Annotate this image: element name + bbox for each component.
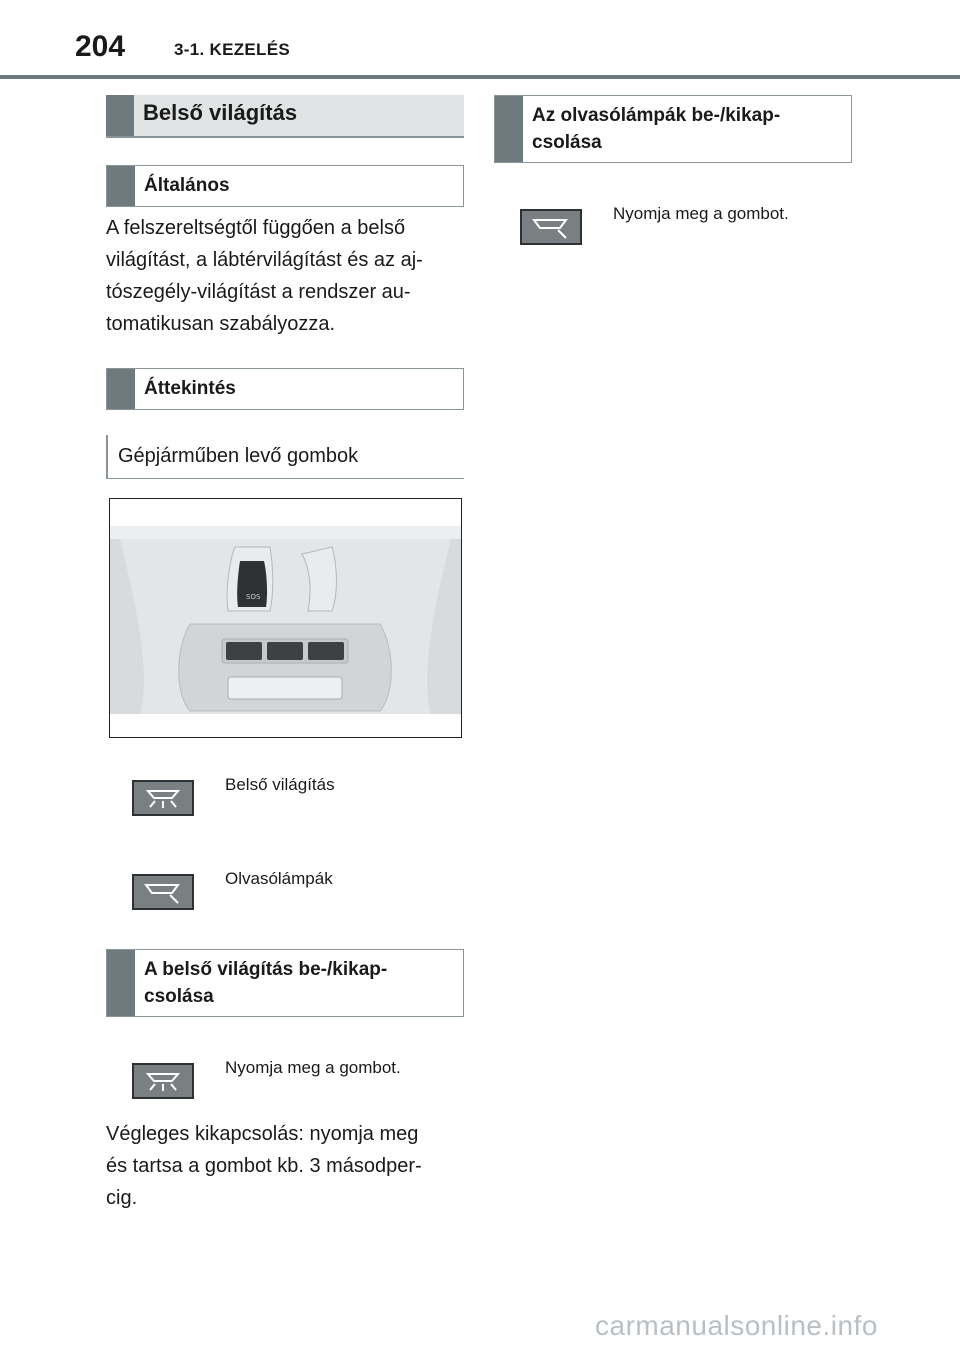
overview-heading: Áttekintés (144, 378, 236, 399)
text-line: és tartsa a gombot kb. 3 másodper- (106, 1155, 422, 1177)
reading-instruction: Nyomja meg a gombot. (613, 204, 789, 223)
heading-bar (106, 95, 134, 136)
main-heading: Belső világítás (143, 100, 298, 125)
reading-heading-box (494, 95, 852, 163)
overview-heading-box (106, 368, 464, 410)
sos-button-label: SOS (246, 593, 261, 601)
heading-bar (107, 950, 135, 1016)
heading-bar (107, 369, 135, 409)
watermark: carmanualsonline.info (595, 1310, 878, 1341)
page-number: 204 (75, 30, 126, 63)
reading-light-label: Olvasólámpák (225, 869, 333, 888)
text-line: világítást, a lábtérvilágítást és az aj- (106, 249, 423, 271)
heading-line: csolása (532, 132, 602, 153)
reading-heading (523, 96, 790, 162)
text-line: A felszereltségtől függően a belső (106, 217, 406, 239)
general-heading-box (106, 165, 464, 207)
main-heading-box (106, 95, 464, 138)
reading-light-icon (520, 209, 582, 245)
text-line: tomatikusan szabályozza. (106, 313, 336, 335)
header-divider (0, 75, 960, 79)
console-drawing (110, 499, 461, 737)
heading-line: A belső világítás be-/kikap- (144, 959, 388, 980)
text-line: tószegély-világítást a rendszer au- (106, 281, 411, 303)
general-heading: Általános (144, 175, 230, 196)
reading-light-icon (132, 874, 194, 910)
text-line: cig. (106, 1187, 138, 1209)
heading-bar (107, 166, 135, 206)
heading-bar (495, 96, 523, 162)
section-title: 3-1. KEZELÉS (174, 40, 291, 59)
buttons-subheading: Gépjárműben levő gombok (118, 445, 359, 467)
interior-light-icon (132, 1063, 194, 1099)
permanent-off-paragraph (106, 1118, 476, 1214)
heading-line: csolása (144, 986, 214, 1007)
interior-light-icon (132, 780, 194, 816)
heading-line: Az olvasólámpák be-/kikap- (532, 105, 781, 126)
interior-light-label: Belső világítás (225, 775, 335, 794)
toggle-heading-box (106, 949, 464, 1017)
buttons-subheading-box (106, 435, 464, 479)
text-line: Végleges kikapcsolás: nyomja meg (106, 1123, 419, 1145)
ceiling-console-illustration (109, 498, 462, 738)
toggle-instruction: Nyomja meg a gombot. (225, 1058, 401, 1077)
general-paragraph (106, 212, 471, 340)
toggle-heading (135, 950, 397, 1016)
